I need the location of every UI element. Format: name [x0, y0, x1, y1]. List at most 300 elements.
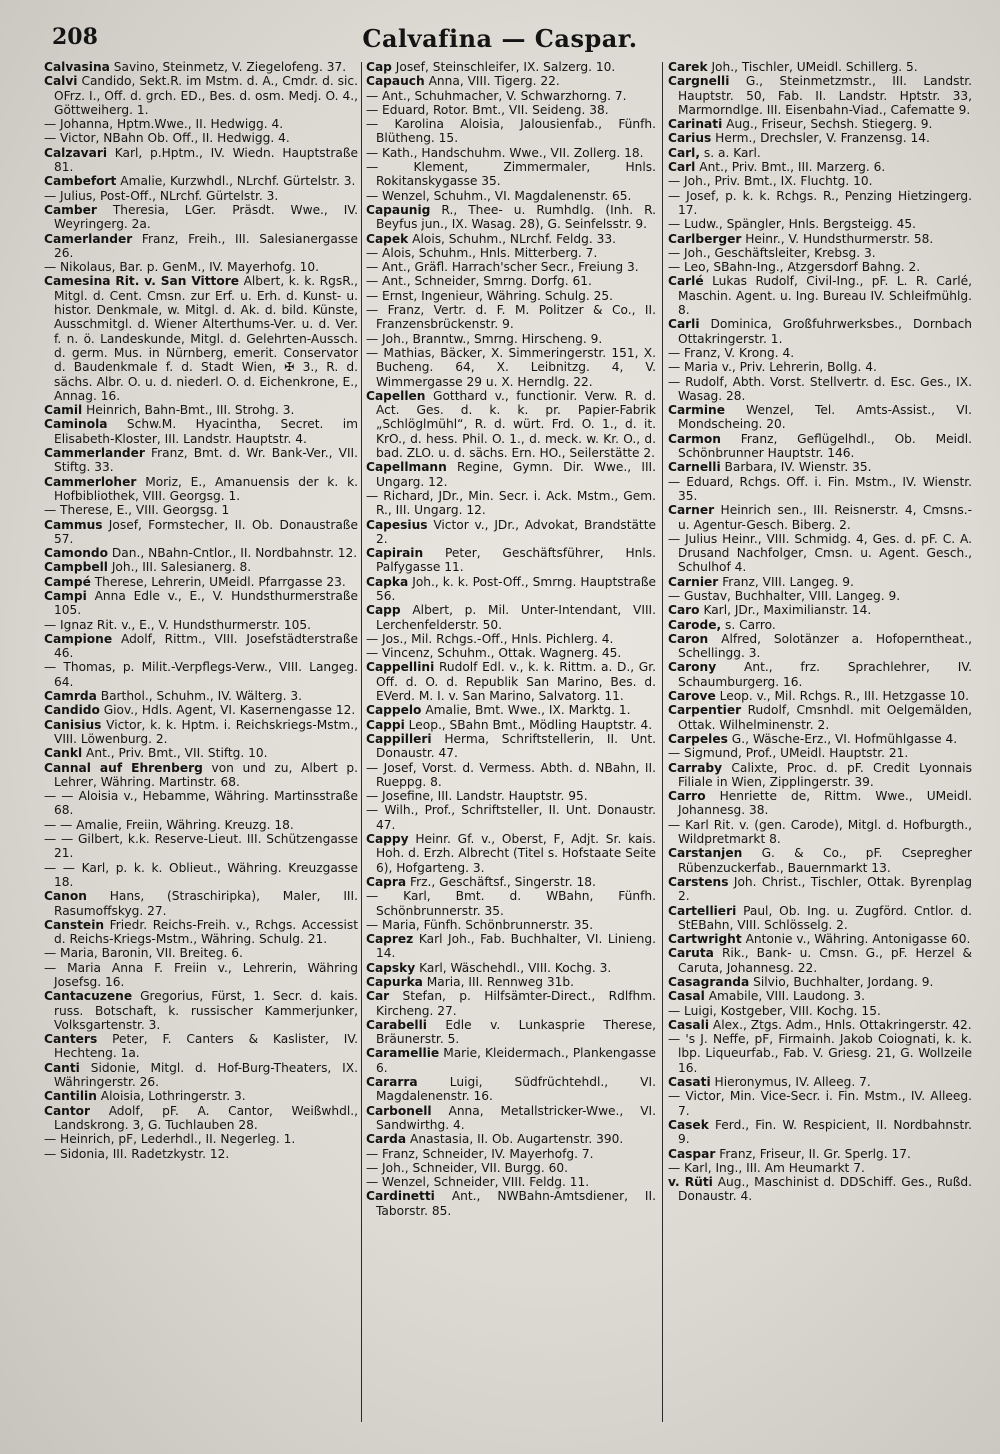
- entry-text: Barthol., Schuhm., IV. Wälterg. 3.: [100, 689, 303, 704]
- entry-text: Ant., NWBahn-Amtsdiener, II. Taborstr. 85.: [376, 1189, 656, 1218]
- entry-text: Joh., k. k. Post-Off., Smrng. Hauptstraße 56.: [376, 574, 656, 603]
- directory-entry: [668, 60, 972, 74]
- directory-entry: [366, 1189, 656, 1218]
- directory-entry: [366, 718, 656, 732]
- entry-name: Cardinetti: [366, 1189, 435, 1204]
- directory-entry: [668, 375, 972, 404]
- entry-text: Heinr. Gf. v., Oberst, F, Adjt. Sr. kais. Hoh. d. Erzh. Albrecht (Titel s. Hofstaate Seite 6), Hofgarteng. 3.: [376, 832, 656, 875]
- entry-text: Stefan, p. Hilfsämter-Direct., Rdlfhm. Kircheng. 27.: [376, 989, 656, 1018]
- directory-entry: [44, 1061, 358, 1090]
- entry-name: Cantacuzene: [44, 989, 133, 1004]
- entry-text: Herm., Drechsler, V. Franzensg. 14.: [715, 131, 930, 146]
- entry-text: Adolf, Rittm., VIII. Josefstädterstraße 46.: [54, 631, 358, 661]
- directory-entry: [44, 74, 358, 117]
- directory-entry: [366, 932, 656, 961]
- entry-text: Heinrich, Bahn-Bmt., III. Strohg. 3.: [86, 403, 295, 418]
- entry-name: Canisius: [44, 717, 102, 732]
- directory-entry: [44, 1032, 358, 1061]
- directory-entry: [44, 746, 358, 760]
- entry-name: Camerlander: [44, 231, 133, 246]
- directory-entry: [366, 160, 656, 189]
- entry-text: — Kath., Handschuhm. Wwe., VII. Zollerg. 18.: [366, 145, 644, 160]
- directory-entry: [668, 174, 972, 188]
- entry-name: Caprez: [366, 932, 414, 947]
- directory-entry: [366, 703, 656, 717]
- entry-name: Cankl: [44, 746, 83, 761]
- directory-entry: [366, 989, 656, 1018]
- entry-name: Casal: [668, 989, 705, 1004]
- entry-text: Karl, p.Hptm., IV. Wiedn. Hauptstraße 81.: [54, 145, 358, 175]
- entry-text: — Alois, Schuhm., Hnls. Mitterberg. 7.: [366, 245, 598, 260]
- entry-name: Cappelo: [366, 703, 422, 718]
- directory-entry: [366, 603, 656, 632]
- directory-entry: [366, 89, 656, 103]
- entry-text: Calixte, Proc. d. pF. Credit Lyonnais Filiale in Wien, Zipplingerstr. 39.: [678, 760, 972, 789]
- entry-text: — Luigi, Kostgeber, VIII. Kochg. 15.: [668, 1003, 881, 1018]
- entry-name: Camber: [44, 202, 97, 217]
- entry-text: — Ernst, Ingenieur, Währing. Schulg. 25.: [366, 288, 614, 303]
- entry-name: Cantilin: [44, 1089, 97, 1104]
- directory-entry: [668, 189, 972, 218]
- column-1: [44, 60, 358, 1430]
- directory-entry: [44, 446, 358, 475]
- entry-text: — Richard, JDr., Min. Secr. i. Ack. Mstm., Gem. R., III. Ungarg. 12.: [366, 488, 656, 518]
- entry-text: Edle v. Lunkasprie Therese, Bräunerstr. 5.: [376, 1017, 656, 1047]
- entry-name: Carnier: [668, 574, 719, 589]
- directory-entry: [366, 60, 656, 74]
- entry-text: Ant., frz. Sprachlehrer, IV. Schaumburgerg. 16.: [678, 660, 972, 689]
- directory-entry: [366, 389, 656, 460]
- directory-entry: [366, 1018, 656, 1047]
- directory-entry: [366, 346, 656, 389]
- entry-text: Dan., NBahn-Cntlor., II. Nordbahnstr. 12.: [111, 546, 358, 561]
- directory-entry: [44, 274, 358, 403]
- entry-name: Camondo: [44, 546, 109, 561]
- entry-name: Cantor: [44, 1103, 91, 1118]
- directory-entry: [668, 660, 972, 689]
- entry-name: Capirain: [366, 546, 424, 561]
- entry-text: G., Steinmetzmstr., III. Landstr. Hauptstr. 50, Fab. II. Landstr. Hptstr. 33, Marmorndlge. III. Eisenbahn-Viad., Cafematte 9.: [678, 74, 972, 117]
- entry-name: Cappellini: [366, 660, 435, 675]
- entry-text: — Wenzel, Schneider, VIII. Feldg. 11.: [366, 1175, 590, 1190]
- entry-text: — Maria Anna F. Freiin v., Lehrerin, Währing Josefsg. 16.: [44, 960, 358, 989]
- directory-entry: [366, 1104, 656, 1133]
- entry-text: — Joh., Schneider, VII. Burgg. 60.: [366, 1160, 568, 1175]
- directory-entry: [366, 489, 656, 518]
- directory-entry: [366, 303, 656, 332]
- directory-entry: [44, 718, 358, 747]
- entry-text: Josef, Steinschleifer, IX. Salzerg. 10.: [395, 60, 616, 74]
- directory-entry: [44, 989, 358, 1032]
- entry-text: Savino, Steinmetz, V. Ziegelofeng. 37.: [113, 60, 347, 74]
- directory-entry: [44, 232, 358, 261]
- directory-entry: [366, 1175, 656, 1189]
- entry-text: s. a. Karl.: [703, 145, 761, 160]
- directory-entry: [44, 575, 358, 589]
- directory-entry: [366, 74, 656, 88]
- directory-entry: [366, 1046, 656, 1075]
- directory-entry: [668, 131, 972, 145]
- entry-text: — Maria, Baronin, VII. Breiteg. 6.: [44, 946, 243, 961]
- entry-text: Wenzel, Tel. Amts-Assist., VI. Mondscheing. 20.: [678, 403, 972, 432]
- entry-text: Amalie, Kurzwhdl., NLrchf. Gürtelstr. 3.: [120, 174, 356, 189]
- directory-entry: [44, 832, 358, 861]
- directory-entry: [668, 160, 972, 174]
- entry-text: — Jos., Mil. Rchgs.-Off., Hnls. Pichlerg. 4.: [366, 631, 614, 646]
- entry-text: — — Aloisia v., Hebamme, Währing. Martinsstraße 68.: [44, 789, 358, 818]
- entry-text: Lukas Rudolf, Civil-Ing., pF. L. R. Carlé, Maschin. Agent. u. Ing. Bureau IV. Schleifmühlg. 8.: [678, 274, 972, 318]
- entry-text: Moriz, E., Amanuensis der k. k. Hofbibliothek, VIII. Georgsg. 1.: [54, 474, 358, 503]
- entry-text: Anna Edle v., E., V. Hundsthurmerstraße 105.: [54, 588, 358, 618]
- entry-name: Campi: [44, 588, 87, 603]
- entry-name: Cap: [366, 60, 392, 74]
- entry-text: — Franz, Schneider, IV. Mayerhofg. 7.: [366, 1146, 594, 1161]
- entry-name: Carnelli: [668, 460, 721, 475]
- entry-text: Franz, Geflügelhdl., Ob. Meidl. Schönbrunner Hauptstr. 146.: [678, 431, 972, 461]
- directory-entry: [44, 632, 358, 661]
- entry-name: Carabelli: [366, 1017, 427, 1032]
- directory-entry: [366, 1147, 656, 1161]
- column-2: [366, 60, 656, 1430]
- entry-text: — Rudolf, Abth. Vorst. Stellvertr. d. Esc. Ges., IX. Wasag. 28.: [668, 374, 972, 403]
- entry-text: G. & Co., pF. Csepregher Rübenzuckerfab., Bauernmarkt 13.: [678, 846, 972, 875]
- entry-text: — — Gilbert, k.k. Reserve-Lieut. III. Schützengasse 21.: [44, 832, 358, 861]
- entry-text: Josef, Formstecher, II. Ob. Donaustraße 57.: [54, 517, 358, 546]
- entry-name: Casali: [668, 1017, 710, 1032]
- entry-text: Sidonie, Mitgl. d. Hof-Burg-Theaters, IX. Währingerstr. 26.: [54, 1060, 358, 1090]
- directory-entry: [668, 117, 972, 131]
- entry-name: v. Rüti: [668, 1175, 713, 1190]
- entry-text: — Sigmund, Prof., UMeidl. Hauptstr. 21.: [668, 746, 909, 761]
- entry-text: Adolf, pF. A. Cantor, Weißwhdl., Landskrong. 3, G. Tuchlauben 28.: [54, 1103, 358, 1132]
- directory-entry: [44, 818, 358, 832]
- directory-entry: [366, 289, 656, 303]
- entry-text: Schw.M. Hyacintha, Secret. im Elisabeth-Kloster, III. Landstr. Hauptstr. 4.: [54, 417, 358, 446]
- entry-text: Therese, Lehrerin, UMeidl. Pfarrgasse 23.: [94, 574, 346, 589]
- entry-name: Cappi: [366, 717, 405, 732]
- directory-entry: [668, 818, 972, 847]
- entry-name: Capka: [366, 574, 409, 589]
- directory-entry: [668, 1089, 972, 1118]
- entry-text: Amabile, VIII. Laudong. 3.: [708, 989, 866, 1004]
- entry-text: Rudolf Edl. v., k. k. Rittm. a. D., Gr. Off. d. O. d. Republik San Marino, Bes. d. EVerd. M. I. v. San Marino, Salvatorg. 11.: [376, 660, 656, 704]
- entry-name: Carro: [668, 789, 706, 804]
- entry-text: — Joh., Priv. Bmt., IX. Fluchtg. 10.: [668, 174, 873, 189]
- directory-entry: [668, 689, 972, 703]
- entry-name: Canters: [44, 1032, 98, 1047]
- entry-text: Aloisia, Lothringerstr. 3.: [100, 1089, 246, 1104]
- entry-name: Camesina Rit. v. San Vittore: [44, 274, 240, 289]
- entry-text: Giov., Hdls. Agent, VI. Kasernengasse 12.: [103, 703, 356, 718]
- entry-text: — Eduard, Rchgs. Off. i. Fin. Mstm., IV. Wienstr. 35.: [668, 474, 972, 503]
- entry-text: — Ant., Schuhmacher, V. Schwarzhorng. 7.: [366, 88, 627, 103]
- entry-text: Amalie, Bmt. Wwe., IX. Marktg. 1.: [425, 703, 631, 718]
- entry-text: Karl, Wäschehdl., VIII. Kochg. 3.: [419, 960, 612, 975]
- entry-name: Canon: [44, 889, 87, 904]
- directory-entry: [44, 60, 358, 74]
- entry-name: Canti: [44, 1060, 80, 1075]
- entry-text: Herma, Schriftstellerin, II. Unt. Donaustr. 47.: [376, 731, 656, 761]
- directory-entry: [668, 146, 972, 160]
- entry-name: Cannal auf Ehrenberg: [44, 760, 203, 775]
- directory-entry: [668, 975, 972, 989]
- entry-text: Silvio, Buchhalter, Jordang. 9.: [753, 975, 934, 989]
- entry-name: Capauch: [366, 74, 425, 89]
- entry-text: Aug., Maschinist d. DDSchiff. Ges., Rußd. Donaustr. 4.: [678, 1175, 972, 1204]
- entry-name: Cammerlander: [44, 446, 145, 461]
- directory-entry: [366, 332, 656, 346]
- entry-name: Carpeles: [668, 731, 728, 746]
- entry-name: Capaunig: [366, 202, 431, 217]
- entry-text: — Johanna, Hptm.Wwe., II. Hedwigg. 4.: [44, 117, 284, 132]
- entry-text: Alfred, Solotänzer a. Hofoperntheat., Schellingg. 3.: [678, 631, 972, 661]
- entry-text: Karl, JDr., Maximilianstr. 14.: [703, 603, 872, 618]
- entry-name: Caspar: [668, 1146, 716, 1161]
- entry-text: s. Carro.: [725, 617, 776, 632]
- entry-name: Carony: [668, 660, 717, 675]
- entry-name: Cartellieri: [668, 903, 737, 918]
- entry-text: Aug., Friseur, Sechsh. Stiegerg. 9.: [726, 117, 933, 132]
- entry-text: — Karl, Bmt. d. WBahn, Fünfh. Schönbrunnerstr. 35.: [366, 889, 656, 918]
- entry-name: Cammerloher: [44, 474, 137, 489]
- entry-name: Carpentier: [668, 703, 742, 718]
- entry-text: Friedr. Reichs-Freih. v., Rchgs. Accessist d. Reichs-Kriegs-Mstm., Währing. Schulg. 21.: [54, 917, 358, 947]
- entry-text: — Wenzel, Schuhm., VI. Magdalenenstr. 65.: [366, 188, 632, 203]
- directory-entry: [668, 904, 972, 933]
- entry-name: Caro: [668, 603, 700, 618]
- entry-text: Ant., Priv. Bmt., III. Marzerg. 6.: [699, 160, 886, 175]
- entry-text: Albert, k. k. RgsR., Mitgl. d. Cent. Cmsn. zur Erf. u. Erh. d. Kunst- u. histor. Denkmale, w. Mitgl. d. Ak. d. bild. Künste, Ausschmitgl. d. Wiener Alterthums-Ver. u. d. Ver. f. n. ö. Landeskunde, Mitgl. d. Gelehrten-Aussch. d. germ. Mus. in Nürnberg, emerit. Conservator d. Baudenkmale f. d. Stadt Wien, ✠ 3., R. d. sächs. Albr. O. u. d. niederl. O. d. Eichenkrone, E., Annag. 16.: [54, 274, 358, 403]
- entry-text: Peter, F. Canters & Kaslister, IV. Hechteng. 1a.: [54, 1032, 358, 1061]
- entry-text: Frz., Geschäftsf., Singerstr. 18.: [410, 874, 596, 889]
- directory-entry: [366, 660, 656, 703]
- directory-entry: [44, 618, 358, 632]
- directory-entry: [668, 575, 972, 589]
- entry-text: Albert, p. Mil. Unter-Intendant, VIII. Lerchenfelderstr. 50.: [376, 603, 656, 632]
- entry-text: — Julius, Post-Off., NLrchf. Gürtelstr. 3.: [44, 188, 279, 203]
- entry-name: Capurka: [366, 975, 423, 989]
- entry-text: — Mathias, Bäcker, X. Simmeringerstr. 151, X. Bucheng. 64, X. Leibnitzg. 4, V. Wimmergasse 29 u. X. Herndlg. 22.: [366, 345, 656, 389]
- entry-text: Gotthard v., functionir. Verw. R. d. Act. Ges. d. k. k. pr. Papier-Fabrik „Schlöglmühl“, R. d. würt. Frd. O. 1., d. it. KrO., d. hess. Phil. O. 1., d. meck. w. Kr. O., d. bad. ZLO. u. d. sächs. Ern. HO., Seilerstätte 2.: [376, 388, 656, 461]
- directory-entry: [668, 1147, 972, 1161]
- directory-entry: [668, 746, 972, 760]
- directory-entry: [366, 789, 656, 803]
- directory-entry: [44, 1132, 358, 1146]
- directory-entry: [668, 460, 972, 474]
- entry-text: von und zu, Albert p. Lehrer, Währing. Martinstr. 68.: [54, 760, 358, 789]
- entry-text: Joh. Christ., Tischler, Ottak. Byrenplag 2.: [678, 874, 972, 904]
- entry-text: — Eduard, Rotor. Bmt., VII. Seideng. 38.: [366, 102, 609, 117]
- entry-text: Gregorius, Fürst, 1. Secr. d. kais. russ. Botschaft, k. russischer Kammerjunker, Volksgartenstr. 3.: [54, 989, 358, 1032]
- entry-name: Cartwright: [668, 932, 742, 947]
- directory-entry: [668, 875, 972, 904]
- entry-name: Candido: [44, 703, 100, 718]
- directory-entry: [366, 460, 656, 489]
- entry-text: — Julius Heinr., VIII. Schmidg. 4, Ges. d. pF. C. A. Drusand Nachfolger, Cmsn. u. Agent. Gesch., Schulhof 4.: [668, 531, 972, 575]
- entry-name: Campbell: [44, 560, 108, 575]
- directory-entry: [668, 217, 972, 231]
- entry-text: — Wilh., Prof., Schriftsteller, II. Unt. Donaustr. 47.: [366, 803, 656, 832]
- entry-name: Carode,: [668, 617, 722, 632]
- entry-text: — Thomas, p. Milit.-Verpflegs-Verw., VIII. Langeg. 64.: [44, 660, 358, 689]
- entry-text: — Ant., Gräfl. Harrach'scher Secr., Freiung 3.: [366, 260, 639, 275]
- entry-text: Paul, Ob. Ing. u. Zugförd. Cntlor. d. StEBahn, VIII. Schlösselg. 2.: [678, 903, 972, 932]
- directory-entry: [668, 1004, 972, 1018]
- directory-entry: [366, 646, 656, 660]
- directory-entry: [366, 203, 656, 232]
- entry-text: — Joh., Geschäftsleiter, Krebsg. 3.: [668, 245, 876, 260]
- directory-entry: [668, 618, 972, 632]
- entry-name: Carlberger: [668, 231, 742, 246]
- entry-text: Heinrich sen., III. Reisnerstr. 4, Cmsns.- u. Agentur-Gesch. Biberg. 2.: [678, 503, 972, 532]
- entry-name: Capellmann: [366, 460, 447, 475]
- directory-entry: [366, 518, 656, 547]
- directory-entry: [668, 260, 972, 274]
- entry-text: Leop. v., Mil. Rchgs. R., III. Hetzgasse 10.: [719, 689, 969, 704]
- directory-entry: [44, 131, 358, 145]
- entry-name: Carstanjen: [668, 846, 743, 861]
- entry-name: Calzavari: [44, 145, 108, 160]
- directory-entry: [44, 203, 358, 232]
- directory-entry: [366, 761, 656, 790]
- directory-entry: [366, 803, 656, 832]
- entry-text: Regine, Gymn. Dir. Wwe., III. Ungarg. 12.: [376, 460, 656, 489]
- entry-text: — Franz, Vertr. d. F. M. Politzer & Co., II. Franzensbrückenstr. 9.: [366, 303, 656, 332]
- directory-entry: [366, 1075, 656, 1104]
- entry-text: — Franz, V. Krong. 4.: [668, 345, 795, 360]
- entry-name: Capsky: [366, 960, 416, 975]
- entry-name: Camil: [44, 403, 83, 418]
- directory-entry: [668, 246, 972, 260]
- running-head: Calvafina — Caspar.: [362, 24, 638, 53]
- entry-text: — Ant., Schneider, Smrng. Dorfg. 61.: [366, 274, 592, 289]
- directory-entry: [668, 317, 972, 346]
- directory-entry: [366, 1132, 656, 1146]
- directory-entry: [668, 761, 972, 790]
- directory-entry: [668, 589, 972, 603]
- directory-entry: [668, 74, 972, 117]
- directory-entry: [668, 946, 972, 975]
- column-divider: [662, 62, 663, 1422]
- entry-text: Luigi, Südfrüchtehdl., VI. Magdalenenstr. 16.: [376, 1075, 656, 1104]
- entry-text: Franz, Bmt. d. Wr. Bank-Ver., VII. Stiftg. 33.: [54, 446, 358, 475]
- directory-entry: [44, 117, 358, 131]
- directory-entry: [668, 989, 972, 1003]
- entry-text: Theresia, LGer. Präsdt. Wwe., IV. Weyringerg. 2a.: [54, 202, 358, 232]
- entry-text: — Leo, SBahn-Ing., Atzgersdorf Bahng. 2.: [668, 260, 921, 275]
- entry-text: — Josef, Vorst. d. Vermess. Abth. d. NBahn, II. Rueppg. 8.: [366, 760, 656, 789]
- column-3: [668, 60, 972, 1430]
- directory-entry: [366, 875, 656, 889]
- entry-text: Anna, VIII. Tigerg. 22.: [428, 74, 560, 89]
- entry-name: Capek: [366, 231, 409, 246]
- directory-entry: [668, 360, 972, 374]
- entry-text: Peter, Geschäftsführer, Hnls. Palfygasse 11.: [376, 546, 656, 575]
- entry-name: Canstein: [44, 917, 105, 932]
- directory-entry: [668, 1175, 972, 1204]
- entry-text: — Joh., Branntw., Smrng. Hirscheng. 9.: [366, 331, 603, 346]
- entry-name: Carl: [668, 160, 696, 175]
- directory-entry: [44, 503, 358, 517]
- directory-entry: [44, 689, 358, 703]
- directory-entry: [366, 274, 656, 288]
- entry-text: Heinr., V. Hundsthurmerstr. 58.: [745, 231, 934, 246]
- entry-text: Joh., III. Salesianerg. 8.: [111, 560, 252, 575]
- directory-entry: [366, 189, 656, 203]
- directory-entry: [366, 918, 656, 932]
- directory-entry: [366, 832, 656, 875]
- directory-entry: [366, 232, 656, 246]
- entry-name: Carner: [668, 503, 715, 518]
- directory-entry: [366, 1161, 656, 1175]
- directory-entry: [366, 260, 656, 274]
- entry-name: Cararra: [366, 1075, 418, 1090]
- entry-text: Marie, Kleidermach., Plankengasse 6.: [376, 1046, 656, 1075]
- directory-entry: [44, 174, 358, 188]
- entry-text: — Ignaz Rit. v., E., V. Hundsthurmerstr. 105.: [44, 617, 311, 632]
- entry-text: — Victor, Min. Vice-Secr. i. Fin. Mstm., IV. Alleeg. 7.: [668, 1089, 972, 1118]
- directory-entry: [366, 246, 656, 260]
- entry-text: — Maria v., Priv. Lehrerin, Bollg. 4.: [668, 360, 877, 375]
- directory-entry: [44, 946, 358, 960]
- entry-name: Carinati: [668, 117, 723, 132]
- directory-entry: [668, 274, 972, 317]
- page-header: [52, 18, 948, 54]
- directory-entry: [44, 1089, 358, 1103]
- directory-entry: [668, 1075, 972, 1089]
- entry-text: Joh., Tischler, UMeidl. Schillerg. 5.: [711, 60, 918, 74]
- entry-text: — 's J. Neffe, pF, Firmainh. Jakob Coiognati, k. k. lbp. Liqueurfab., Fab. V. Griesg. 21, G. Wollzeile 16.: [668, 1032, 972, 1075]
- entry-name: Campione: [44, 631, 113, 646]
- entry-name: Carstens: [668, 874, 729, 889]
- entry-text: Franz, Friseur, II. Gr. Sperlg. 17.: [719, 1146, 911, 1161]
- entry-text: — Maria, Fünfh. Schönbrunnerstr. 35.: [366, 917, 594, 932]
- entry-text: Ferd., Fin. W. Respicient, II. Nordbahnstr. 9.: [678, 1117, 972, 1147]
- entry-name: Cammus: [44, 517, 103, 532]
- entry-text: Ant., Priv. Bmt., VII. Stiftg. 10.: [86, 746, 268, 761]
- entry-name: Carove: [668, 689, 716, 704]
- directory-entry: [366, 546, 656, 575]
- entry-text: Antonie v., Währing. Antonigasse 60.: [745, 932, 971, 947]
- entry-text: Alex., Ztgs. Adm., Hnls. Ottakringerstr. 42.: [712, 1017, 972, 1032]
- entry-text: Candido, Sekt.R. im Mstm. d. A., Cmdr. d. sic. OFrz. I., Off. d. grch. ED., Bes. d. osm. Medj. O. 4., Göttweiherg. 1.: [54, 74, 358, 117]
- entry-text: Hans, (Straschiripka), Maler, III. Rasumoffskyg. 27.: [54, 889, 358, 918]
- directory-entry: [668, 603, 972, 617]
- entry-text: G., Wäsche-Erz., VI. Hofmühlgasse 4.: [731, 731, 958, 746]
- entry-name: Camrda: [44, 689, 97, 704]
- directory-entry: [668, 932, 972, 946]
- entry-name: Casagranda: [668, 975, 750, 989]
- entry-name: Carl,: [668, 145, 700, 160]
- entry-text: — Karolina Aloisia, Jalousienfab., Fünfh. Blütheng. 15.: [366, 117, 656, 146]
- directory-entry: [44, 889, 358, 918]
- entry-text: — — Amalie, Freiin, Währing. Kreuzg. 18.: [44, 817, 294, 832]
- directory-entry: [44, 918, 358, 947]
- entry-name: Carraby: [668, 760, 723, 775]
- directory-entry: [44, 260, 358, 274]
- entry-text: — Josefine, III. Landstr. Hauptstr. 95.: [366, 789, 588, 804]
- entry-name: Carlé: [668, 274, 704, 289]
- directory-entry: [44, 589, 358, 618]
- entry-name: Cappilleri: [366, 731, 432, 746]
- entry-text: Dominica, Großfuhrwerksbes., Dornbach Ottakringerstr. 1.: [678, 317, 972, 346]
- column-divider: [361, 62, 362, 1422]
- directory-entry: [668, 403, 972, 432]
- directory-entry: [44, 789, 358, 818]
- directory-entry: [668, 632, 972, 661]
- entry-name: Carli: [668, 317, 700, 332]
- directory-entry: [668, 432, 972, 461]
